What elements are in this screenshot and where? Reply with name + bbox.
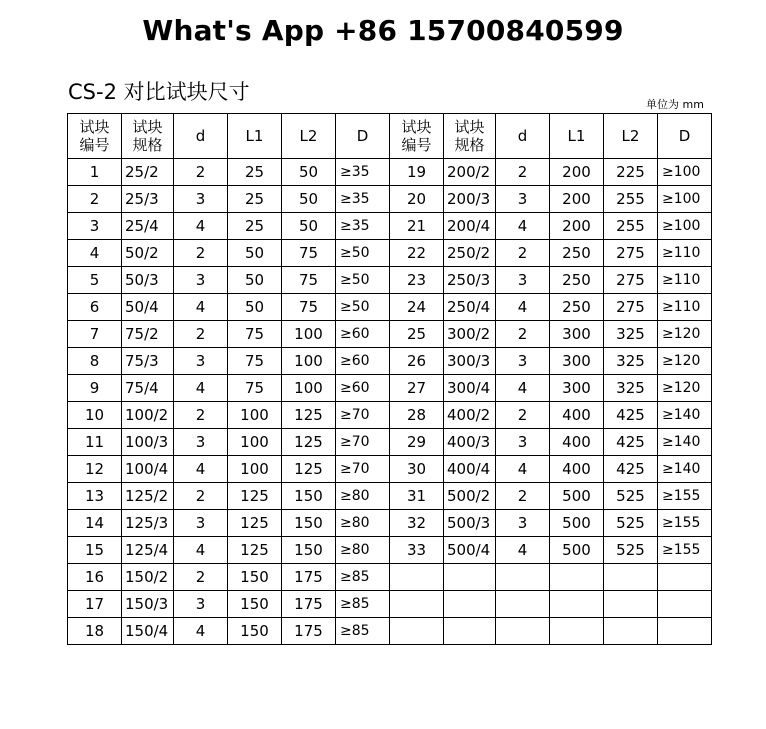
right-l1-value-cell: 300 [550,321,604,348]
left-l2-value-cell: 100 [282,321,336,348]
table-row [68,564,712,591]
right-D-value-cell: ≥110 [658,294,712,321]
left-l1-value-cell: 75 [228,348,282,375]
left-d-value-cell: 4 [174,537,228,564]
left-D-value-cell: ≥80 [336,537,390,564]
header-D: D [336,114,390,159]
right-D-value-cell: ≥140 [658,429,712,456]
left-block-spec-cell: 75/3 [122,348,174,375]
right-l1-value-cell: 500 [550,483,604,510]
right-block-spec-cell [444,591,496,618]
right-D-value-cell: ≥110 [658,267,712,294]
right-l1-value-cell: 400 [550,456,604,483]
right-d-value-cell [496,591,550,618]
right-block-spec-cell: 400/2 [444,402,496,429]
left-block-spec-cell: 25/4 [122,213,174,240]
right-l1-value-cell: 200 [550,159,604,186]
left-l2-value-cell: 75 [282,267,336,294]
table-body [68,159,712,645]
right-l2-value-cell: 325 [604,321,658,348]
right-D-value-cell [658,591,712,618]
left-d-value-cell: 3 [174,429,228,456]
header-block-number-line1: 试块 [79,118,110,136]
right-block-number-cell: 33 [390,537,444,564]
left-block-number-cell: 16 [68,564,122,591]
left-D-value-cell: ≥60 [336,348,390,375]
right-block-number-cell: 32 [390,510,444,537]
left-d-value-cell: 2 [174,483,228,510]
left-d-value-cell: 3 [174,267,228,294]
left-l1-value-cell: 100 [228,456,282,483]
right-l2-value-cell: 225 [604,159,658,186]
right-block-spec-cell: 400/3 [444,429,496,456]
right-block-spec-cell [444,564,496,591]
right-block-spec-cell: 400/4 [444,456,496,483]
header-l2: L2 [604,114,658,159]
right-l1-value-cell: 250 [550,267,604,294]
left-block-number-cell: 8 [68,348,122,375]
right-block-spec-cell: 200/4 [444,213,496,240]
right-D-value-cell: ≥140 [658,402,712,429]
left-l1-value-cell: 150 [228,591,282,618]
table-row [68,213,712,240]
right-d-value-cell: 4 [496,537,550,564]
left-d-value-cell: 4 [174,618,228,645]
left-d-value-cell: 2 [174,159,228,186]
unit-note: 单位为 mm [646,98,704,111]
left-l2-value-cell: 125 [282,402,336,429]
right-D-value-cell: ≥155 [658,510,712,537]
table-row [68,186,712,213]
left-l2-value-cell: 50 [282,186,336,213]
left-d-value-cell: 3 [174,591,228,618]
left-d-value-cell: 4 [174,213,228,240]
left-l1-value-cell: 25 [228,213,282,240]
right-block-spec-cell: 200/3 [444,186,496,213]
right-l2-value-cell: 255 [604,186,658,213]
right-l1-value-cell: 300 [550,375,604,402]
table-row [68,618,712,645]
left-D-value-cell: ≥80 [336,510,390,537]
left-block-number-cell: 14 [68,510,122,537]
left-d-value-cell: 4 [174,456,228,483]
right-d-value-cell [496,618,550,645]
table-row [68,429,712,456]
right-l2-value-cell: 275 [604,294,658,321]
left-l1-value-cell: 150 [228,618,282,645]
left-d-value-cell: 3 [174,510,228,537]
left-block-number-cell: 5 [68,267,122,294]
right-l2-value-cell: 325 [604,348,658,375]
header-l1: L1 [550,114,604,159]
right-l2-value-cell [604,591,658,618]
table-row [68,591,712,618]
right-block-number-cell [390,564,444,591]
right-block-number-cell: 31 [390,483,444,510]
right-l2-value-cell: 255 [604,213,658,240]
header-block-number-line2: 编号 [401,136,432,154]
table-row [68,537,712,564]
left-block-number-cell: 2 [68,186,122,213]
left-block-spec-cell: 50/3 [122,267,174,294]
right-l1-value-cell: 200 [550,213,604,240]
table-row [68,267,712,294]
left-D-value-cell: ≥60 [336,375,390,402]
right-block-spec-cell: 500/2 [444,483,496,510]
left-block-number-cell: 6 [68,294,122,321]
right-block-number-cell: 21 [390,213,444,240]
right-l1-value-cell: 400 [550,402,604,429]
right-block-spec-cell: 300/2 [444,321,496,348]
right-D-value-cell: ≥120 [658,375,712,402]
left-l1-value-cell: 75 [228,375,282,402]
right-block-number-cell: 20 [390,186,444,213]
left-block-spec-cell: 125/4 [122,537,174,564]
left-d-value-cell: 2 [174,402,228,429]
right-block-spec-cell: 250/4 [444,294,496,321]
left-D-value-cell: ≥50 [336,240,390,267]
right-block-number-cell: 26 [390,348,444,375]
left-d-value-cell: 2 [174,240,228,267]
right-d-value-cell: 4 [496,375,550,402]
left-block-number-cell: 17 [68,591,122,618]
left-block-spec-cell: 125/3 [122,510,174,537]
header-d: d [174,114,228,159]
header-block-number [68,114,122,159]
header-d: d [496,114,550,159]
left-l2-value-cell: 75 [282,240,336,267]
left-l1-value-cell: 125 [228,510,282,537]
left-l2-value-cell: 125 [282,456,336,483]
right-d-value-cell [496,564,550,591]
right-D-value-cell: ≥140 [658,456,712,483]
left-D-value-cell: ≥70 [336,402,390,429]
left-D-value-cell: ≥35 [336,213,390,240]
right-block-spec-cell: 500/3 [444,510,496,537]
table-row [68,348,712,375]
header-block-spec-line1: 试块 [454,118,485,136]
right-l2-value-cell: 275 [604,267,658,294]
right-block-number-cell: 19 [390,159,444,186]
header-block-spec [444,114,496,159]
right-d-value-cell: 2 [496,321,550,348]
right-D-value-cell: ≥110 [658,240,712,267]
left-block-spec-cell: 75/4 [122,375,174,402]
table-row [68,159,712,186]
table-row [68,321,712,348]
left-d-value-cell: 3 [174,348,228,375]
right-block-spec-cell: 300/4 [444,375,496,402]
left-l2-value-cell: 75 [282,294,336,321]
right-l2-value-cell [604,618,658,645]
table-row [68,375,712,402]
left-l1-value-cell: 125 [228,537,282,564]
right-l1-value-cell [550,618,604,645]
left-block-number-cell: 12 [68,456,122,483]
header-block-number-line1: 试块 [401,118,432,136]
left-block-number-cell: 13 [68,483,122,510]
left-d-value-cell: 2 [174,321,228,348]
header-block-spec-line2: 规格 [454,136,485,154]
left-block-number-cell: 4 [68,240,122,267]
left-D-value-cell: ≥80 [336,483,390,510]
page-title: CS-2 对比试块尺寸 [68,80,250,104]
right-block-spec-cell: 200/2 [444,159,496,186]
right-l2-value-cell: 525 [604,483,658,510]
right-d-value-cell: 2 [496,240,550,267]
left-block-number-cell: 10 [68,402,122,429]
left-block-number-cell: 1 [68,159,122,186]
right-block-number-cell: 28 [390,402,444,429]
dimension-table [67,113,712,645]
right-l1-value-cell [550,564,604,591]
left-l1-value-cell: 75 [228,321,282,348]
left-d-value-cell: 2 [174,564,228,591]
header-l2: L2 [282,114,336,159]
right-D-value-cell: ≥155 [658,537,712,564]
right-D-value-cell: ≥120 [658,348,712,375]
right-D-value-cell [658,618,712,645]
left-l2-value-cell: 50 [282,213,336,240]
left-l2-value-cell: 100 [282,348,336,375]
right-block-number-cell: 22 [390,240,444,267]
left-D-value-cell: ≥85 [336,591,390,618]
table-row [68,402,712,429]
left-block-spec-cell: 125/2 [122,483,174,510]
left-l2-value-cell: 175 [282,591,336,618]
header-block-number [390,114,444,159]
left-block-spec-cell: 50/4 [122,294,174,321]
left-l1-value-cell: 150 [228,564,282,591]
right-l1-value-cell: 250 [550,294,604,321]
right-block-spec-cell: 500/4 [444,537,496,564]
left-block-number-cell: 3 [68,213,122,240]
right-l2-value-cell: 325 [604,375,658,402]
left-l1-value-cell: 100 [228,402,282,429]
right-l1-value-cell [550,591,604,618]
right-block-number-cell: 25 [390,321,444,348]
header-block-spec [122,114,174,159]
left-D-value-cell: ≥85 [336,564,390,591]
left-D-value-cell: ≥70 [336,429,390,456]
left-l2-value-cell: 175 [282,564,336,591]
left-block-spec-cell: 100/3 [122,429,174,456]
left-block-number-cell: 15 [68,537,122,564]
right-D-value-cell: ≥120 [658,321,712,348]
right-block-number-cell: 24 [390,294,444,321]
left-l2-value-cell: 100 [282,375,336,402]
header-l1: L1 [228,114,282,159]
left-D-value-cell: ≥35 [336,159,390,186]
left-block-number-cell: 7 [68,321,122,348]
left-block-spec-cell: 100/2 [122,402,174,429]
right-D-value-cell: ≥100 [658,186,712,213]
right-d-value-cell: 4 [496,456,550,483]
left-D-value-cell: ≥70 [336,456,390,483]
left-l2-value-cell: 175 [282,618,336,645]
right-D-value-cell: ≥155 [658,483,712,510]
right-block-spec-cell: 250/2 [444,240,496,267]
left-block-spec-cell: 150/2 [122,564,174,591]
left-block-number-cell: 9 [68,375,122,402]
right-d-value-cell: 4 [496,213,550,240]
left-block-spec-cell: 75/2 [122,321,174,348]
table-header-row [68,114,712,159]
right-block-number-cell: 27 [390,375,444,402]
header-block-spec-line2: 规格 [132,136,163,154]
left-block-spec-cell: 100/4 [122,456,174,483]
right-l1-value-cell: 500 [550,537,604,564]
right-d-value-cell: 2 [496,402,550,429]
left-block-number-cell: 11 [68,429,122,456]
right-D-value-cell: ≥100 [658,213,712,240]
right-D-value-cell [658,564,712,591]
right-block-number-cell [390,591,444,618]
right-block-spec-cell [444,618,496,645]
right-d-value-cell: 2 [496,483,550,510]
left-block-spec-cell: 150/4 [122,618,174,645]
table-row [68,294,712,321]
left-l2-value-cell: 125 [282,429,336,456]
right-d-value-cell: 4 [496,294,550,321]
header-D: D [658,114,712,159]
right-l1-value-cell: 500 [550,510,604,537]
left-block-spec-cell: 25/2 [122,159,174,186]
left-l1-value-cell: 25 [228,159,282,186]
left-D-value-cell: ≥35 [336,186,390,213]
right-l2-value-cell: 275 [604,240,658,267]
left-D-value-cell: ≥50 [336,267,390,294]
left-block-spec-cell: 25/3 [122,186,174,213]
header-block-number-line2: 编号 [79,136,110,154]
right-d-value-cell: 3 [496,267,550,294]
right-block-number-cell: 29 [390,429,444,456]
table-row [68,456,712,483]
contact-line: What's App +86 15700840599 [142,14,624,47]
right-l1-value-cell: 400 [550,429,604,456]
left-block-number-cell: 18 [68,618,122,645]
left-D-value-cell: ≥50 [336,294,390,321]
right-d-value-cell: 2 [496,159,550,186]
header-block-spec-line1: 试块 [132,118,163,136]
table-row [68,510,712,537]
right-l2-value-cell: 425 [604,402,658,429]
right-l2-value-cell: 525 [604,510,658,537]
right-d-value-cell: 3 [496,510,550,537]
table-row [68,483,712,510]
left-block-spec-cell: 150/3 [122,591,174,618]
left-D-value-cell: ≥85 [336,618,390,645]
table-row [68,240,712,267]
right-l2-value-cell: 425 [604,456,658,483]
left-l2-value-cell: 50 [282,159,336,186]
left-l1-value-cell: 25 [228,186,282,213]
right-l1-value-cell: 250 [550,240,604,267]
left-d-value-cell: 4 [174,294,228,321]
right-l2-value-cell: 525 [604,537,658,564]
right-block-number-cell: 30 [390,456,444,483]
right-l1-value-cell: 300 [550,348,604,375]
left-d-value-cell: 3 [174,186,228,213]
right-block-number-cell [390,618,444,645]
left-l1-value-cell: 125 [228,483,282,510]
right-d-value-cell: 3 [496,348,550,375]
left-l1-value-cell: 100 [228,429,282,456]
left-l1-value-cell: 50 [228,267,282,294]
left-d-value-cell: 4 [174,375,228,402]
left-l1-value-cell: 50 [228,294,282,321]
right-block-number-cell: 23 [390,267,444,294]
right-D-value-cell: ≥100 [658,159,712,186]
left-l2-value-cell: 150 [282,510,336,537]
left-block-spec-cell: 50/2 [122,240,174,267]
left-l2-value-cell: 150 [282,483,336,510]
right-d-value-cell: 3 [496,186,550,213]
left-l2-value-cell: 150 [282,537,336,564]
right-l1-value-cell: 200 [550,186,604,213]
right-block-spec-cell: 250/3 [444,267,496,294]
right-d-value-cell: 3 [496,429,550,456]
right-l2-value-cell: 425 [604,429,658,456]
left-l1-value-cell: 50 [228,240,282,267]
left-D-value-cell: ≥60 [336,321,390,348]
right-block-spec-cell: 300/3 [444,348,496,375]
right-l2-value-cell [604,564,658,591]
